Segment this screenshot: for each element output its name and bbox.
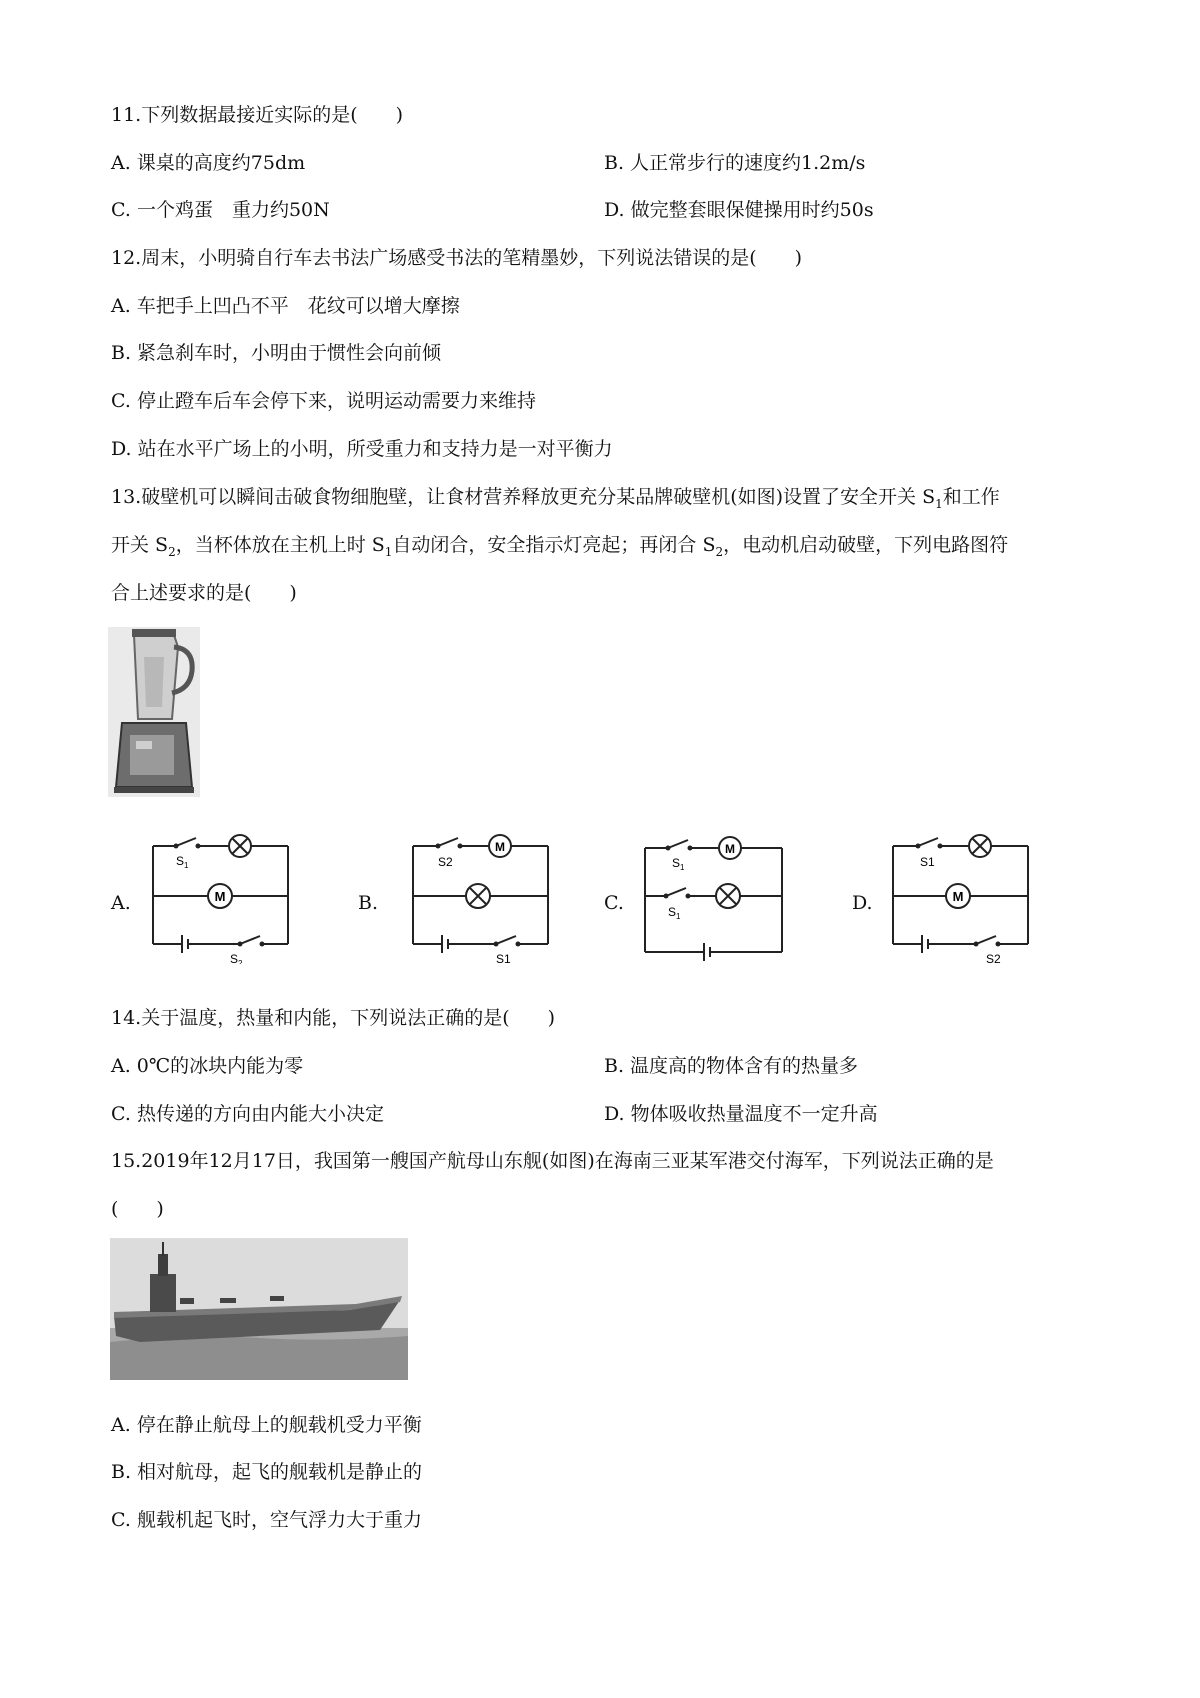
q12-option-d: D. 站在水平广场上的小明，所受重力和支持力是一对平衡力 [111,438,613,460]
svg-text:1: 1 [676,912,681,921]
svg-text:S: S [230,952,239,964]
q13-stem-line2: 开关 $S_2$，当杯体放在主机上时 $S_1$自动闭合，安全指示灯亮起；再闭合 $S_2$，电动机启动破壁，下列电路图符 [111,534,1009,559]
q12-option-a: A. 车把手上凹凸不平 花纹可以增大摩擦 [111,295,460,317]
q14-stem: 14.关于温度，热量和内能，下列说法正确的是( ) [111,1007,556,1029]
svg-text:S: S [672,856,681,870]
circuit-c-diagram [640,834,790,968]
q15-stem-line2: ( ) [111,1198,164,1220]
q12-stem: 12.周末，小明骑自行车去书法广场感受书法的笔精墨妙，下列说法错误的是( ) [111,247,803,269]
q12-option-b: B. 紧急刹车时，小明由于惯性会向前倾 [111,342,442,364]
q14-option-b: B. 温度高的物体含有的热量多 [604,1055,859,1077]
circuit-d-label: D. [852,892,873,914]
svg-text:S2: S2 [438,855,453,869]
svg-text:S: S [668,905,677,919]
q13-stem-line1: 13.破壁机可以瞬间击破食物细胞壁，让食材营养释放更充分某品牌破壁机(如图)设置了安全开关 $S_1$和工作 [111,486,1000,511]
circuit-b-diagram [408,834,558,968]
q11-option-d: D. 做完整套眼保健操用时约50s [604,199,874,221]
svg-text:M: M [495,840,505,854]
q15-stem-line1: 15.2019年12月17日，我国第一艘国产航母山东舰(如图)在海南三亚某军港交付海军，下列说法正确的是 [111,1150,994,1172]
svg-text:S1: S1 [496,952,511,964]
circuit-c-label: C. [604,892,624,914]
svg-text:S1: S1 [920,855,935,869]
q11-option-a: A. 课桌的高度约75dm [111,152,306,174]
q12-option-c: C. 停止蹬车后车会停下来，说明运动需要力来维持 [111,390,536,412]
q14-option-d: D. 物体吸收热量温度不一定升高 [604,1103,878,1125]
q14-option-c: C. 热传递的方向由内能大小决定 [111,1103,384,1125]
svg-text:M: M [952,889,964,904]
svg-text:S: S [176,854,185,868]
svg-text:1: 1 [184,861,189,870]
circuit-a-label: A. [111,892,131,914]
q13-stem-line3: 合上述要求的是( ) [111,582,297,604]
q11-option-b: B. 人正常步行的速度约1.2m/s [604,152,866,174]
q14-option-a: A. 0℃的冰块内能为零 [111,1055,304,1077]
motor-symbol: M [214,889,226,904]
q11-option-c: C. 一个鸡蛋 重力约50N [111,199,330,221]
q15-option-b: B. 相对航母，起飞的舰载机是静止的 [111,1461,423,1483]
q11-stem: 11.下列数据最接近实际的是( ) [111,104,404,126]
blender-image [108,627,200,797]
circuit-b-label: B. [358,892,379,914]
q15-option-c: C. 舰载机起飞时，空气浮力大于重力 [111,1509,422,1531]
aircraft-carrier-image [110,1238,408,1380]
svg-text:M: M [725,842,735,856]
svg-text:1: 1 [680,863,685,872]
circuit-d-diagram [888,834,1038,968]
svg-text:2: 2 [238,959,243,964]
q15-option-a: A. 停在静止航母上的舰载机受力平衡 [111,1414,422,1436]
circuit-a-diagram [148,834,298,968]
svg-text:S2: S2 [986,952,1001,964]
